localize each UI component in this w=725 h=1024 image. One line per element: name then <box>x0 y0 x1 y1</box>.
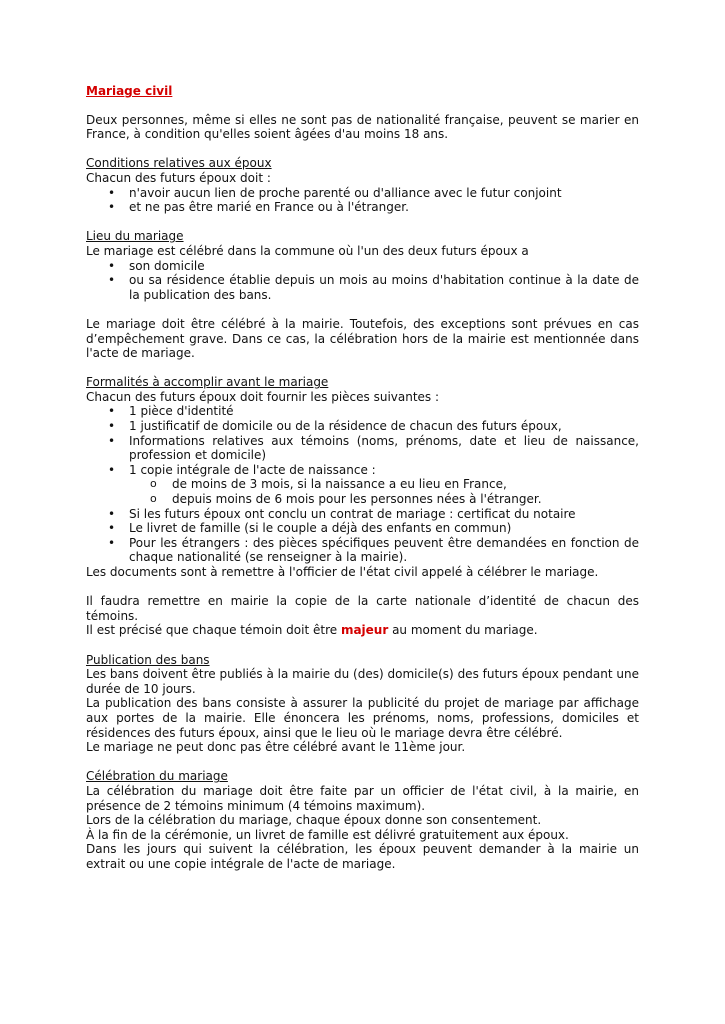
list-item <box>86 404 639 419</box>
list-item-text: 1 copie intégrale de l'acte de naissance : <box>129 462 376 477</box>
bullet-icon: • <box>108 273 116 288</box>
intro-paragraph: Deux personnes, même si elles ne sont pas de nationalité française, peuvent se marier en France, à condition qu'elles soient âgées d'au moins 18 ans. <box>86 112 639 142</box>
sub-list-item <box>129 477 639 492</box>
list-item <box>86 463 639 507</box>
lieu-paragraph: Le mariage doit être célébré à la mairie. Toutefois, des exceptions sont prévues en cas d’empêchement grave. Dans ce cas, la célébration hors de la mairie est mentionnée dans l'acte de mariage. <box>86 316 639 361</box>
spacer <box>86 361 639 376</box>
celebration-paragraph-3: À la fin de la cérémonie, un livret de famille est délivré gratuitement aux époux. <box>86 827 569 842</box>
spacer <box>86 215 639 230</box>
spacer <box>86 638 639 653</box>
publication-paragraph-3: Le mariage ne peut donc pas être célébré avant le 11ème jour. <box>86 740 466 755</box>
section-heading-celebration: Célébration du mariage <box>86 769 228 784</box>
section-heading-formalites: Formalités à accomplir avant le mariage <box>86 375 329 390</box>
section-heading-lieu: Lieu du mariage <box>86 229 184 244</box>
publication-paragraph-2: La publication des bans consiste à assurer la publicité du projet de mariage par affichage aux portes de la mairie. Elle énoncera les prénoms, noms, professions, domiciles et résidences des futurs époux, ainsi que le lieu où le mariage devra être célébré. <box>86 696 639 740</box>
sub-list-item <box>129 492 639 507</box>
temoins-copy-paragraph: Il faudra remettre en mairie la copie de la carte nationale d’identité de chacun des témoins. <box>86 594 639 623</box>
temoins-text-before: Il est précisé que chaque témoin doit être <box>86 623 341 638</box>
list-item-text: Le livret de famille (si le couple a déjà des enfants en commun) <box>129 521 512 536</box>
section-heading-conditions: Conditions relatives aux époux <box>86 156 272 171</box>
majeur-highlight: majeur <box>340 623 389 638</box>
list-item-text: 1 justificatif de domicile ou de la résidence de chacun des futurs époux, <box>129 419 562 434</box>
bullet-icon: • <box>108 200 116 215</box>
list-item-text: 1 pièce d'identité <box>129 404 234 419</box>
bullet-icon: • <box>108 258 116 273</box>
list-item-text: Pour les étrangers : des pièces spécifiques peuvent être demandées en fonction de chaque nationalité (se renseigner à la mairie). <box>129 535 639 565</box>
list-item-text: et ne pas être marié en France ou à l'étranger. <box>129 200 409 215</box>
temoins-text-after: au moment du mariage. <box>388 623 538 638</box>
lieu-lead: Le mariage est célébré dans la commune où l'un des deux futurs époux a <box>86 243 529 258</box>
list-item <box>86 186 639 201</box>
bullet-icon: • <box>108 535 116 550</box>
document-page <box>86 84 639 871</box>
conditions-lead: Chacun des futurs époux doit : <box>86 170 271 185</box>
bullet-icon: • <box>108 462 116 477</box>
formalites-closing: Les documents sont à remettre à l'officier de l'état civil appelé à célébrer le mariage. <box>86 565 599 579</box>
list-item <box>86 273 639 302</box>
circle-bullet-icon: o <box>150 477 157 491</box>
list-item-text: son domicile <box>129 258 205 273</box>
list-item-text: Informations relatives aux témoins (noms, prénoms, date et lieu de naissance, profession et domicile) <box>129 433 639 463</box>
celebration-paragraph-1: La célébration du mariage doit être faite par un officier de l'état civil, à la mairie, en présence de 2 témoins minimum (4 témoins maximum). <box>86 783 639 813</box>
section-publication <box>86 653 639 755</box>
section-heading-publication: Publication des bans <box>86 652 210 667</box>
bullet-icon: • <box>108 433 116 448</box>
section-formalites <box>86 375 639 638</box>
list-item-text: ou sa résidence établie depuis un mois au moins d'habitation continue à la date de la publication des bans. <box>129 273 639 302</box>
list-item <box>86 259 639 274</box>
list-item <box>86 536 639 565</box>
list-item-text: n'avoir aucun lien de proche parenté ou d'alliance avec le futur conjoint <box>129 185 562 200</box>
section-celebration <box>86 769 639 871</box>
birth-certificate-sublist <box>129 477 639 506</box>
formalites-list <box>86 404 639 565</box>
document-title: Mariage civil <box>86 84 173 98</box>
lieu-list <box>86 259 639 303</box>
formalites-lead: Chacun des futurs époux doit fournir les pièces suivantes : <box>86 389 440 404</box>
list-item-text: Si les futurs époux ont conclu un contrat de mariage : certificat du notaire <box>129 506 576 521</box>
list-item <box>86 419 639 434</box>
list-item <box>86 507 639 522</box>
bullet-icon: • <box>108 521 116 536</box>
list-item <box>86 200 639 215</box>
list-item-text: de moins de 3 mois, si la naissance a eu lieu en France, <box>172 477 507 492</box>
list-item <box>86 434 639 463</box>
list-item <box>86 521 639 536</box>
section-lieu <box>86 229 639 360</box>
spacer <box>86 142 639 157</box>
celebration-paragraph-2: Lors de la célébration du mariage, chaque époux donne son consentement. <box>86 813 542 828</box>
spacer <box>86 580 639 595</box>
celebration-paragraph-4: Dans les jours qui suivent la célébration, les époux peuvent demander à la mairie un extrait ou une copie intégrale de l'acte de mariage. <box>86 842 639 871</box>
spacer <box>86 302 639 317</box>
circle-bullet-icon: o <box>150 492 157 506</box>
bullet-icon: • <box>108 506 116 521</box>
conditions-list <box>86 186 639 215</box>
temoins-majeur-paragraph <box>86 623 639 638</box>
section-conditions <box>86 156 639 214</box>
publication-paragraph-1: Les bans doivent être publiés à la mairie du (des) domicile(s) des futurs époux pendant une durée de 10 jours. <box>86 667 639 696</box>
bullet-icon: • <box>108 404 116 419</box>
bullet-icon: • <box>108 419 116 434</box>
bullet-icon: • <box>108 185 116 200</box>
spacer <box>86 755 639 770</box>
list-item-text: depuis moins de 6 mois pour les personnes nées à l'étranger. <box>172 492 542 507</box>
